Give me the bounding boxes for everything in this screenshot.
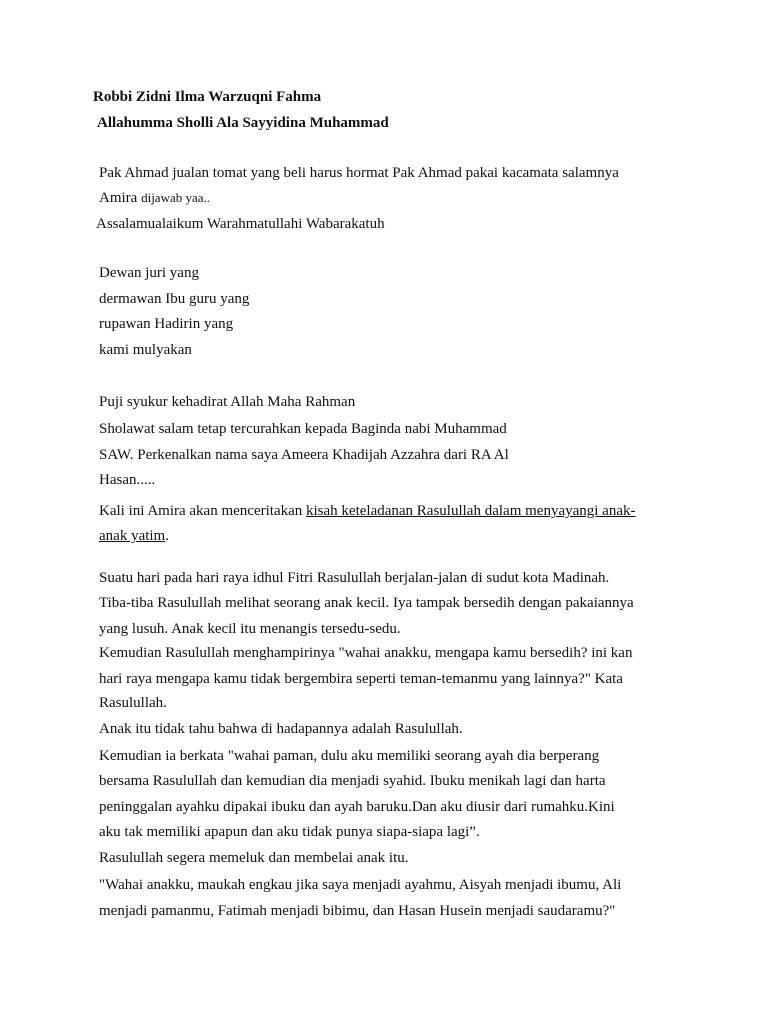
story-line: yang lusuh. Anak kecil itu menangis tersedu-sedu.	[99, 621, 401, 637]
opening-line: SAW. Perkenalkan nama saya Ameera Khadijah Azzahra dari RA Al	[99, 447, 509, 463]
story-line: Rasulullah.	[99, 695, 167, 711]
greeting-line: dermawan Ibu guru yang	[99, 291, 250, 307]
topic-prefix: Kali ini Amira akan menceritakan	[99, 503, 307, 519]
opening-line: Sholawat salam tetap tercurahkan kepada Baginda nabi Muhammad	[99, 421, 507, 437]
heading-sholawat: Allahumma Sholli Ala Sayyidina Muhammad	[97, 115, 389, 131]
topic-link: kisah keteladanan Rasulullah dalam menyayangi anak-	[306, 503, 636, 519]
greeting-line: kami mulyakan	[99, 342, 192, 358]
topic-suffix: .	[165, 528, 169, 544]
topic-line-2	[99, 527, 169, 545]
story-line: hari raya mengapa kamu tidak bergembira seperti teman-temanmu yang lainnya?" Kata	[99, 671, 623, 687]
story-line: menjadi pamanmu, Fatimah menjadi bibimu, dan Hasan Husein menjadi saudaramu?"	[99, 903, 616, 919]
salam-line: Assalamualaikum Warahmatullahi Wabarakatuh	[96, 216, 385, 232]
story-line: Kemudian Rasulullah menghampirinya "wahai anakku, mengapa kamu bersedih? ini kan	[99, 645, 633, 661]
pantun-line-1: Pak Ahmad jualan tomat yang beli harus hormat Pak Ahmad pakai kacamata salamnya	[99, 165, 619, 181]
story-line: "Wahai anakku, maukah engkau jika saya menjadi ayahmu, Aisyah menjadi ibumu, Ali	[99, 877, 622, 893]
pantun-line-2	[99, 189, 210, 207]
story-line: bersama Rasulullah dan kemudian dia menjadi syahid. Ibuku menikah lagi dan harta	[99, 773, 606, 789]
pantun-name: Amira	[99, 190, 138, 206]
story-line: aku tak memiliki apapun dan aku tidak punya siapa-siapa lagi”.	[99, 824, 480, 840]
greeting-line: rupawan Hadirin yang	[99, 316, 234, 332]
story-line: Anak itu tidak tahu bahwa di hadapannya adalah Rasulullah.	[99, 721, 463, 737]
story-line: Tiba-tiba Rasulullah melihat seorang anak kecil. Iya tampak bersedih dengan pakaiannya	[99, 595, 634, 611]
story-line: Rasulullah segera memeluk dan membelai anak itu.	[99, 850, 409, 866]
story-line: Kemudian ia berkata "wahai paman, dulu aku memiliki seorang ayah dia berperang	[99, 748, 600, 764]
story-line: Suatu hari pada hari raya idhul Fitri Rasulullah berjalan-jalan di sudut kota Madinah.	[99, 570, 610, 586]
topic-link: anak yatim	[99, 528, 166, 544]
opening-line: Hasan.....	[99, 472, 156, 488]
topic-line-1	[99, 502, 635, 520]
pantun-reply: dijawab yaa..	[141, 190, 211, 205]
greeting-line: Dewan juri yang	[99, 265, 199, 281]
heading-doa: Robbi Zidni Ilma Warzuqni Fahma	[93, 89, 322, 105]
opening-line: Puji syukur kehadirat Allah Maha Rahman	[99, 394, 356, 410]
story-line: peninggalan ayahku dipakai ibuku dan ayah baruku.Dan aku diusir dari rumahku.Kini	[99, 799, 615, 815]
